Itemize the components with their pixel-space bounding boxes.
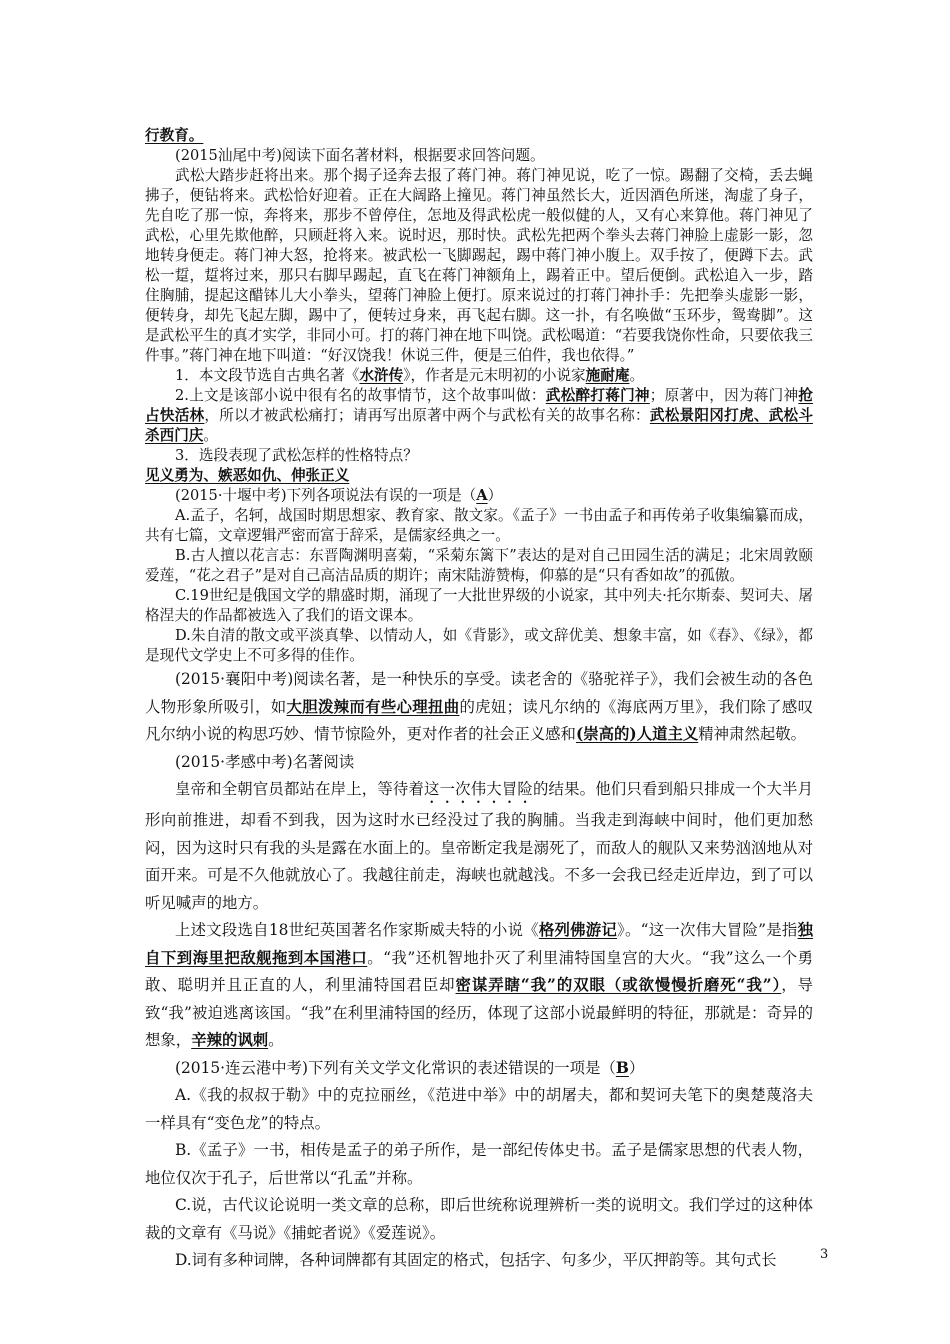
answer-text: 密谋弄瞎“我”的双眼（或欲慢慢折磨死“我”） — [455, 976, 782, 994]
question-xiangyang: (2015·襄阳中考)阅读名著，是一种快乐的享受。读老舍的《骆驼祥子》，我们会被生动的各色人物形象所吸引，如大胆泼辣而有些心理扭曲的虎妞；读凡尔纳的《海底两万里》，我们除了感叹凡尔纳小说的构思巧妙、情节惊险外，更对作者的社会正义感和(崇高的)人道主义精神肃然起敬。 — [145, 670, 813, 743]
question-intro: (2015汕尾中考)阅读下面名著材料，根据要求回答问题。 — [175, 147, 545, 164]
answer-text: 施耐庵 — [585, 367, 630, 384]
question-lianyungang: (2015·连云港中考)下列有关文学文化常识的表述错误的一项是（B） — [175, 1058, 645, 1077]
answer-text: 格列佛游记 — [538, 921, 618, 939]
answer-text: 大胆泼辣而有些心理扭曲 — [286, 697, 460, 716]
question-3-answer — [145, 466, 813, 486]
answer-text: 水浒传 — [359, 367, 404, 384]
question-4: (2015·十堰中考)下列各项说法有误的一项是（A） — [175, 487, 503, 504]
option-c: C.19世纪是俄国文学的鼎盛时期，涌现了一大批世界级的小说家，其中列夫·托尔斯泰、契诃夫、屠格涅夫的作品都被选入了我们的语文课本。 — [145, 587, 813, 624]
gulliver-passage: 皇帝和全朝官员都站在岸上，等待着这一次伟大冒险的结果。他们只看到船只排成一个大半月形向前推进，却看不到我，因为这时水已经没过了我的胸脯。当我走到海峡中间时，他们更加愁闷，因为这时只有我的头是露在水面上的。皇帝断定我是溺死了，而敌人的舰队又来势汹汹地从对面开来。可是不久他就放心了。我越往前走，海峡也就越浅。不多一会我已经走近岸边，到了可以听见喊声的地方。 — [145, 780, 813, 912]
answer-text: 独自下到海里把敌舰拖到本国港口 — [145, 921, 813, 967]
option-d: D.词有多种词牌，各种词牌都有其固定的格式，包括字、句多少，平仄押韵等。其句式长 — [175, 1251, 777, 1269]
answer-text: (崇高的)人道主义 — [575, 725, 699, 743]
question-2: 2.上文是该部小说中很有名的故事情节，这个故事叫做：武松醉打蒋门神；原著中，因为蒋门神抢占快活林，所以才被武松痛打；请再写出原著中两个与武松有关的故事名称：武松景阳冈打虎、武松斗杀西门庆。 — [145, 387, 813, 444]
answer-text: B — [615, 1058, 629, 1077]
continued-line — [145, 126, 813, 146]
answer-text: 见义勇为、嫉恶如仇、伸张正义 — [145, 467, 350, 484]
question-3: 3．选段表现了武松怎样的性格特点？ — [175, 447, 418, 464]
option-a: A.孟子，名轲，战国时期思想家、教育家、散文家。《孟子》一书由孟子和再传弟子收集编纂而成，共有七篇，文章逻辑严密而富于辞采，是儒家经典之一。 — [145, 507, 813, 544]
section-more — [145, 666, 813, 1275]
passage-text: 武松大踏步赶将出来。那个揭子迳奔去报了蒋门神。蒋门神见说，吃了一惊。踢翻了交椅，丢去蝇拂子，便钻将来。武松恰好迎着。正在大阔路上撞见。蒋门神虽然长大，近因酒色所迷，淘虚了身子，先自吃了那一惊，奔将来，那步不曾停住，怎地及得武松虎一般似健的人，又有心来算他。蒋门神见了武松，心里先欺他醉，只顾赶将入来。说时迟，那时快。武松先把两个拳头去蒋门神脸上虚影一影，忽地转身便走。蒋门神大怒，抢将来。被武松一飞脚踢起，踢中蒋门神小腹上。双手按了，便蹲下去。武松一踅，踅将过来，那只右脚早踢起，直飞在蒋门神额角上，踢着正中。望后便倒。武松追入一步，踏住胸脯，提起这醋钵儿大小拳头，望蒋门神脸上便打。原来说过的打蒋门神扑手：先把拳头虚影一影，便转身，却先飞起左脚，踢中了，便转过身来，再飞起右脚。这一扑，有名唤做“玉环步，鸳鸯脚”。这是武松平生的真才实学，非同小可。打的蒋门神在地下叫饶。武松喝道：“若要我饶你性命，只要依我三件事。”蒋门神在地下叫道：“好汉饶我！休说三件，便是三伯件，我也依得。” — [145, 167, 813, 364]
option-d: D.朱自清的散文或平淡真挚、以情动人，如《背影》，或文辞优美、想象丰富，如《春》、《绿》，都是现代文学史上不可多得的佳作。 — [145, 627, 813, 664]
answer-text: 辛辣的讽刺 — [191, 1031, 269, 1049]
option-b: B.古人擅以花言志：东晋陶渊明喜菊，“采菊东篱下”表达的是对自己田园生活的满足；北宋周敦颐爱莲，“花之君子”是对自己高洁品质的期许；南宋陆游赞梅，仰慕的是“只有香如故”的孤傲。 — [145, 547, 813, 584]
emphasis-text: 这一次伟大冒险 — [424, 780, 533, 798]
answer-text: A — [476, 487, 488, 504]
page-content — [145, 126, 813, 1275]
option-b: B.《孟子》一书，相传是孟子的弟子所作，是一部纪传体史书。孟子是儒家思想的代表人物，地位仅次于孔子，后世常以“孔孟”并称。 — [145, 1141, 813, 1187]
answer-text: 武松斗杀西门庆 — [145, 407, 813, 444]
answer-text: 抢占快活林 — [145, 387, 813, 424]
question-xiaogan: (2015·孝感中考)名著阅读 — [175, 752, 355, 771]
section-shuihu — [145, 126, 813, 666]
question-1: 1．本文段节选自古典名著《水浒传》，作者是元末明初的小说家施耐庵。 — [175, 367, 645, 384]
option-a: A.《我的叔叔于勒》中的克拉丽丝，《范进中举》中的胡屠夫，都和契诃夫笔下的奥楚蔑洛夫一样具有“变色龙”的特点。 — [145, 1086, 813, 1132]
answer-text: 武松醉打蒋门神 — [545, 387, 650, 404]
page-number: 3 — [820, 1247, 829, 1262]
gulliver-question: 上述文段选自18世纪英国著名作家斯威夫特的小说《格列佛游记》。“这一次伟大冒险”是指独自下到海里把敌舰拖到本国港口。“我”还机智地扑灭了利里浦特国皇宫的大火。“我”这么一个勇敢、聪明并且正直的人，利里浦特国君臣却密谋弄瞎“我”的双眼（或欲慢慢折磨死“我”），导致“我”被迫逃离该国。“我”在利里浦特国的经历，体现了这部小说最鲜明的特征，那就是：奇异的想象，辛辣的讽刺。 — [145, 921, 813, 1049]
answer-text: 行教育。 — [145, 127, 204, 144]
option-c: C.说，古代议论说明一类文章的总称，即后世统称说理辨析一类的说明文。我们学过的这种体裁的文章有《马说》《捕蛇者说》《爱莲说》。 — [145, 1196, 813, 1242]
answer-text: 武松景阳冈打虎 — [649, 407, 754, 424]
